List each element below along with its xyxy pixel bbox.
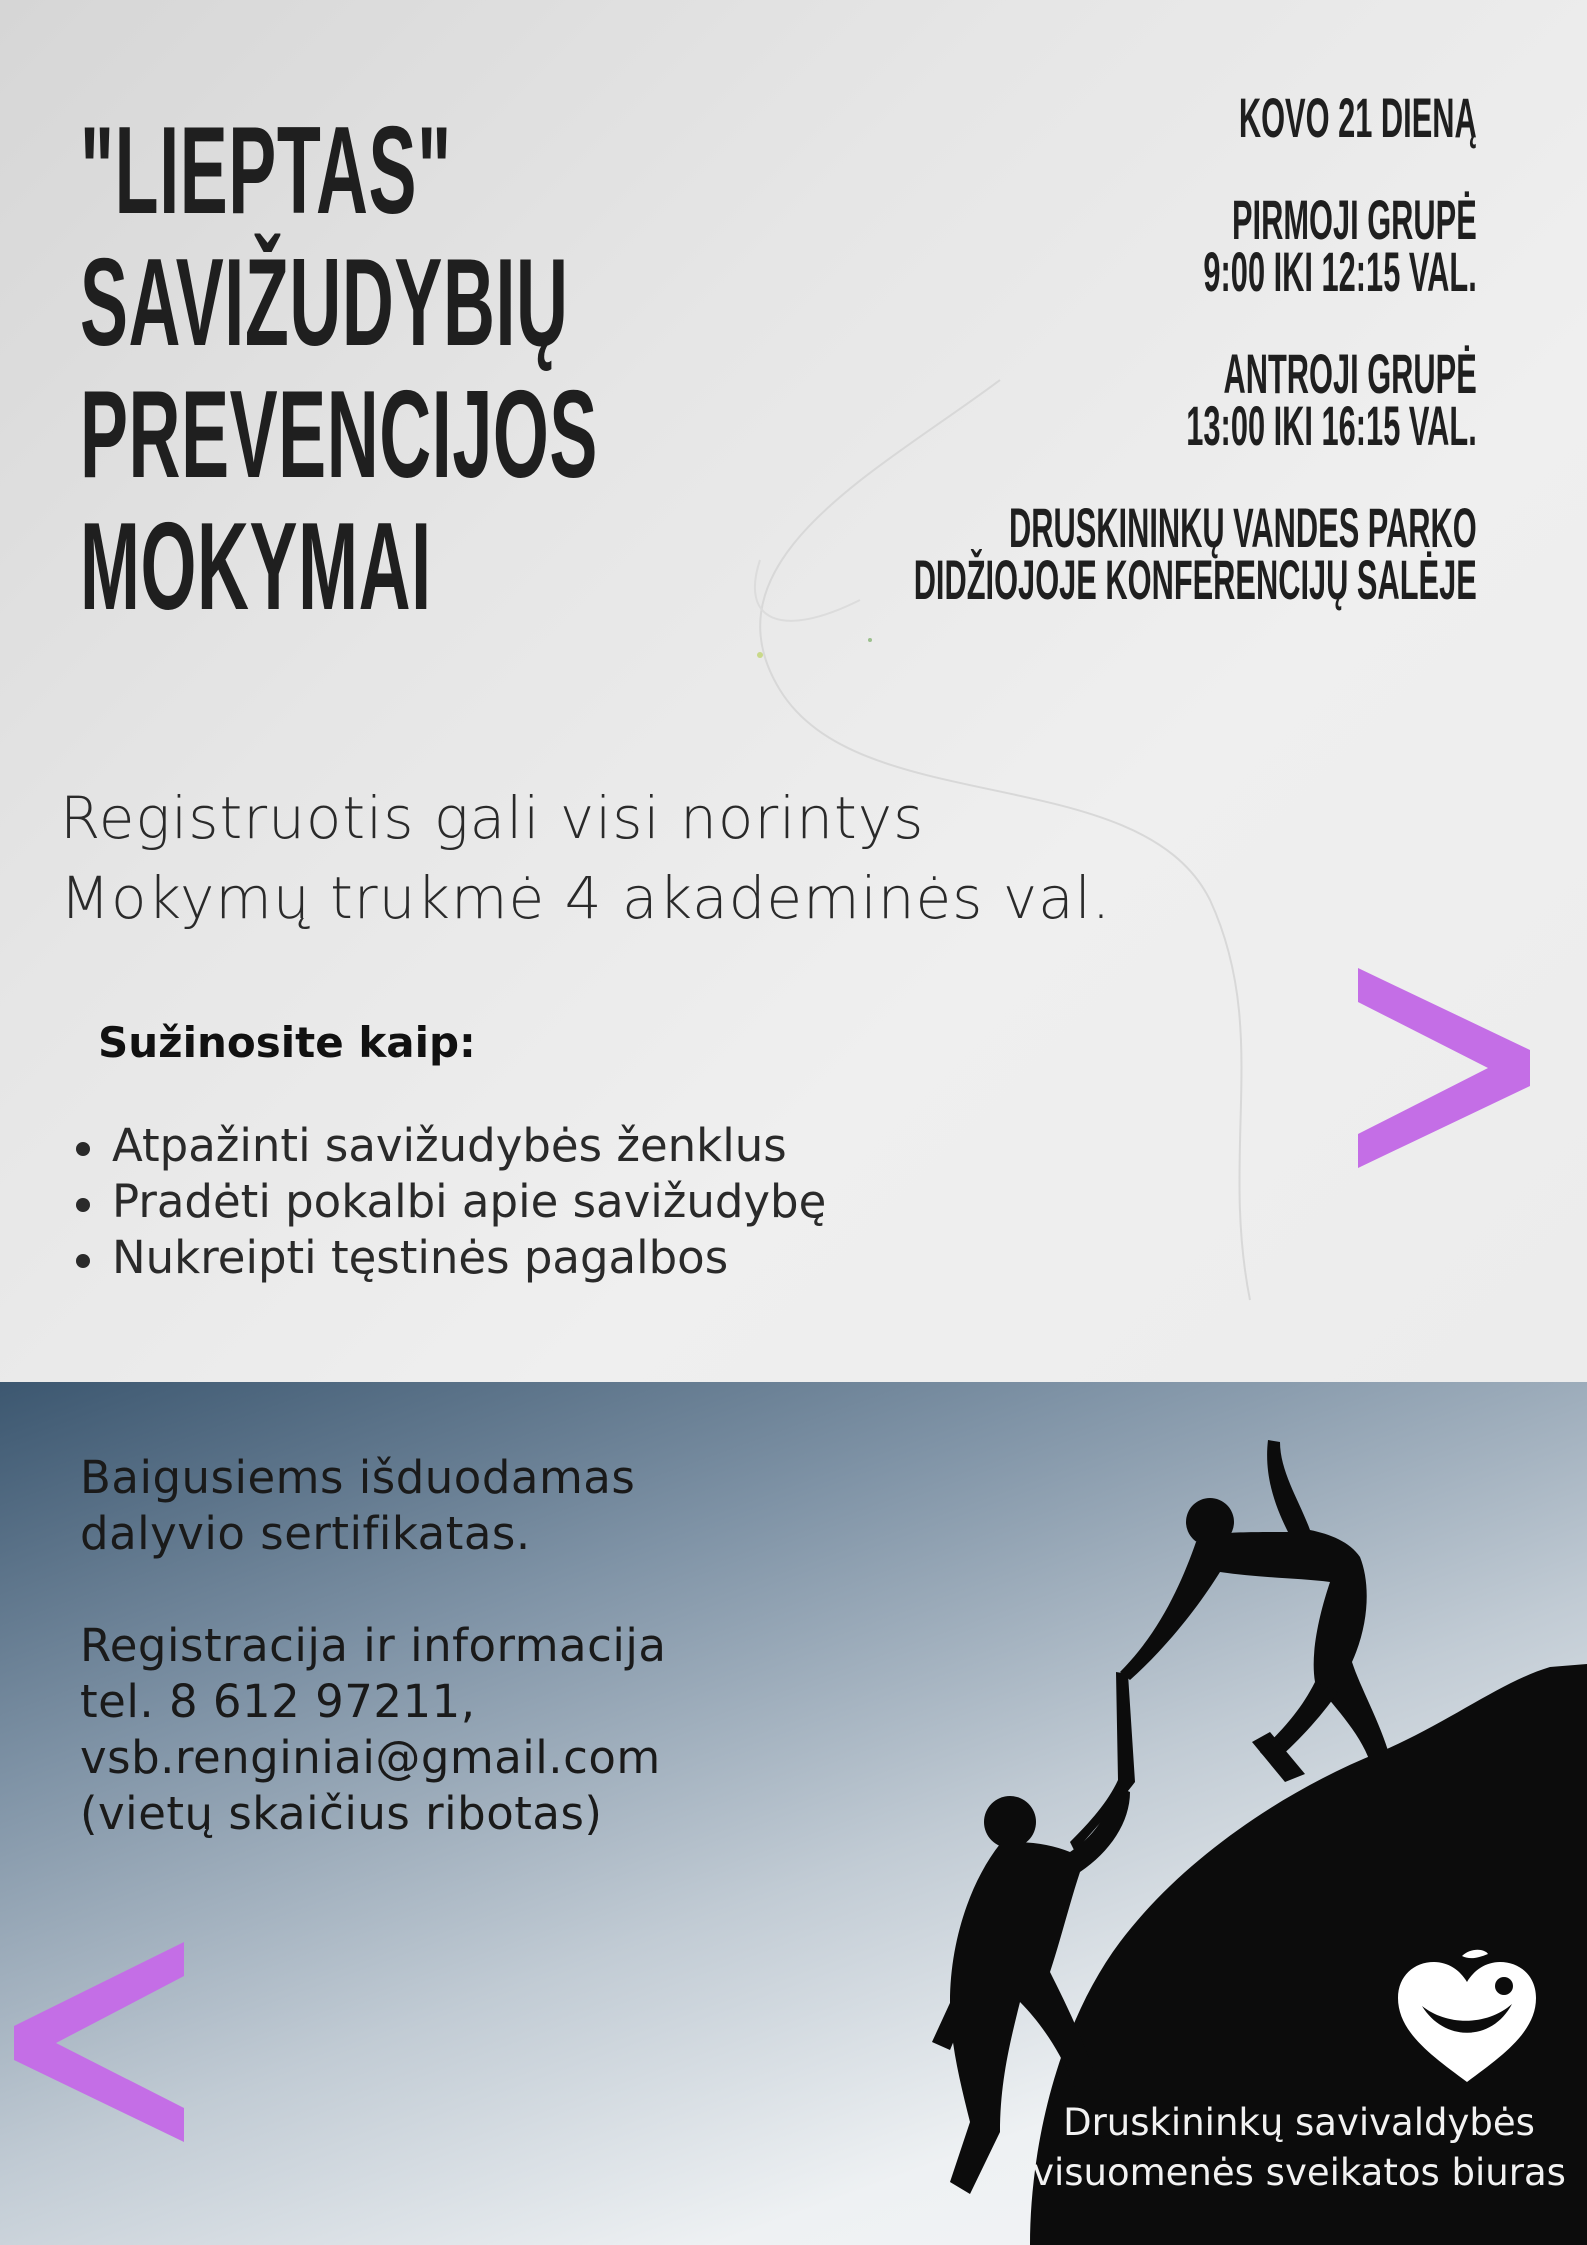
venue-line-1: DRUSKININKŲ VANDES PARKO <box>1009 496 1477 559</box>
group1-time: 9:00 IKI 12:15 VAL. <box>1203 240 1477 303</box>
event-details <box>913 86 1477 656</box>
group1-block <box>914 188 1477 303</box>
group2-label: ANTROJI GRUPĖ <box>1223 342 1477 405</box>
cert-line-2: dalyvio sertifikatas. <box>80 1507 531 1560</box>
group2-block <box>914 342 1477 457</box>
intro-text <box>60 778 1111 938</box>
list-item: Pradėti pokalbi apie savižudybę <box>72 1174 826 1230</box>
learn-heading: Sužinosite kaip: <box>98 1018 476 1067</box>
event-date: KOVO 21 DIENĄ <box>1239 86 1477 149</box>
group1-label: PIRMOJI GRUPĖ <box>1232 188 1477 251</box>
seats-note: (vietų skaičius ribotas) <box>80 1787 603 1840</box>
org-line-2: visuomenės sveikatos biuras <box>1032 2151 1566 2194</box>
organization-name <box>1029 2098 1569 2198</box>
email-address: vsb.renginiai@gmail.com <box>80 1731 661 1784</box>
intro-line-2: Mokymų trukmė 4 akademinės val. <box>60 864 1112 932</box>
chevron-left-icon <box>14 1942 184 2142</box>
title-line-1: "LIEPTAS" <box>80 102 452 240</box>
intro-line-1: Registruotis gali visi norintys <box>60 784 925 852</box>
event-date-block <box>914 86 1477 149</box>
title-line-4: MOKYMAI <box>80 498 432 636</box>
title-line-2: SAVIŽUDYBIŲ <box>80 234 569 372</box>
registration-info <box>80 1450 666 1842</box>
group2-time: 13:00 IKI 16:15 VAL. <box>1186 394 1477 457</box>
learn-list <box>72 1118 826 1286</box>
org-line-1: Druskininkų savivaldybės <box>1063 2101 1535 2144</box>
venue-block <box>913 496 1477 611</box>
bottom-section <box>0 1382 1587 2245</box>
phone-number: tel. 8 612 97211, <box>80 1675 476 1728</box>
page-title <box>80 102 598 636</box>
title-line-3: PREVENCIJOS <box>80 366 598 504</box>
list-item: Nukreipti tęstinės pagalbos <box>72 1230 826 1286</box>
chevron-right-icon <box>1358 968 1530 1168</box>
list-item: Atpažinti savižudybės ženklus <box>72 1118 826 1174</box>
cert-line-1: Baigusiems išduodamas <box>80 1451 636 1504</box>
reg-line-1: Registracija ir informacija <box>80 1619 667 1672</box>
heart-logo-icon <box>1392 1946 1542 2086</box>
venue-line-2: DIDŽIOJOJE KONFERENCIJŲ SALĖJE <box>913 548 1477 611</box>
